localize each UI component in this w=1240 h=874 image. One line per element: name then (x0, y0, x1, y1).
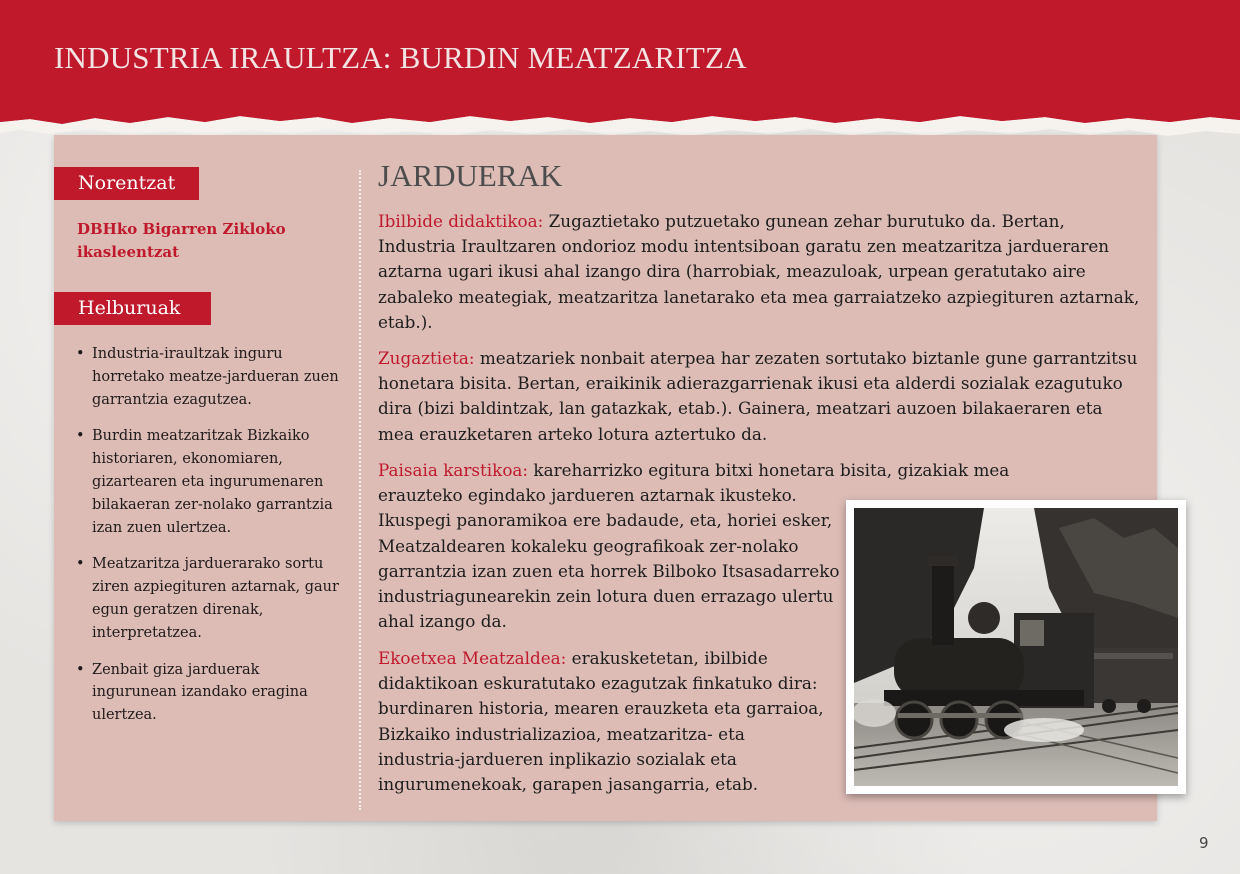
page-title: INDUSTRIA IRAULTZA: BURDIN MEATZARITZA (54, 40, 747, 75)
activity-text: meatzariek nonbait aterpea har zezaten sortutako biztanle gune garrantzitsu honetara bisita. Bertan, eraikinik adierazgarrienak ikusi eta alderdi sozialak ezagutuko dira (bizi baldintzak, lan gatazkak, etab.). Gainera, meatzari auzoen bilakaeraren eta mea erauzketaren arteko lotura aztertuko da. (378, 348, 1138, 444)
steam-locomotive-photo (846, 500, 1186, 794)
activity-text: erakusketetan, ibilbide didaktikoan eskuratutako ezagutzak finkatuko dira: burdinaren historia, mearen erauzketa eta garraioa, Bizkaiko industrializazioa, meatzaritza- eta industria-jardueren inplikazio sozialak eta ingurumenekoak, garapen jasangarria, etab. (378, 648, 824, 795)
goal-item: • Industria-iraultzak inguru horretako meatze-jardueran zuen garrantzia ezagutzea. (74, 343, 344, 411)
activity-text: Ikuspegi panoramikoa ere badaude, eta, horiei esker, Meatzaldearen kokaleku geografikoak zer-nolako garrantzia izan zuen eta horrek Bilboko Itsasadarreko industriagunearekin zein lotura duen errazago ulertu ahal izango da. (378, 510, 840, 632)
activity-paragraph (378, 458, 1010, 634)
activity-paragraph (378, 209, 1143, 335)
activity-text: kareharrizko egitura bitxi honetara bisita, gizakiak mea erauzteko egindako jardueren aztarnak ikusteko. (378, 460, 1010, 506)
goals-list (74, 343, 344, 741)
audience-text: DBHko Bigarren Zikloko ikasleentzat (77, 220, 286, 261)
goals-label: Helburuak (54, 292, 211, 325)
audience-label: Norentzat (54, 167, 199, 200)
activity-lead: Paisaia karstikoa: (378, 460, 529, 480)
activity-paragraph (378, 346, 1138, 447)
activity-paragraph (378, 646, 828, 797)
goal-item: • Meatzaritza jarduerarako sortu ziren azpiegituren aztarnak, gaur egun geratzen direnak, interpretatzea. (74, 553, 344, 644)
activity-lead: Zugaztieta: (378, 348, 475, 368)
goal-item: • Burdin meatzaritzak Bizkaiko historiaren, ekonomiaren, gizartearen eta ingurumenaren bilakaeran zer-nolako garrantzia izan zuen ulertzea. (74, 425, 344, 539)
activity-lead: Ibilbide didaktikoa: (378, 211, 544, 231)
page-number: 9 (1199, 834, 1209, 852)
section-title: JARDUERAK (378, 158, 563, 193)
activity-lead: Ekoetxea Meatzaldea: (378, 648, 567, 668)
activity-text: Zugaztietako putzuetako gunean zehar burutuko da. Bertan, Industria Iraultzaren ondorioz modu intentsiboan garatu zen meatzaritza jardueraren aztarna ugari ikusi ahal izango dira (harrobiak, meazuloak, urpean geratutako aire zabaleko meategiak, meatzaritza lanetarako eta mea garraiatzeko azpiegituren aztarnak, etab.). (378, 211, 1140, 332)
goal-item: • Zenbait giza jarduerak ingurunean izandako eragina ulertzea. (74, 659, 344, 727)
column-divider (359, 170, 361, 810)
